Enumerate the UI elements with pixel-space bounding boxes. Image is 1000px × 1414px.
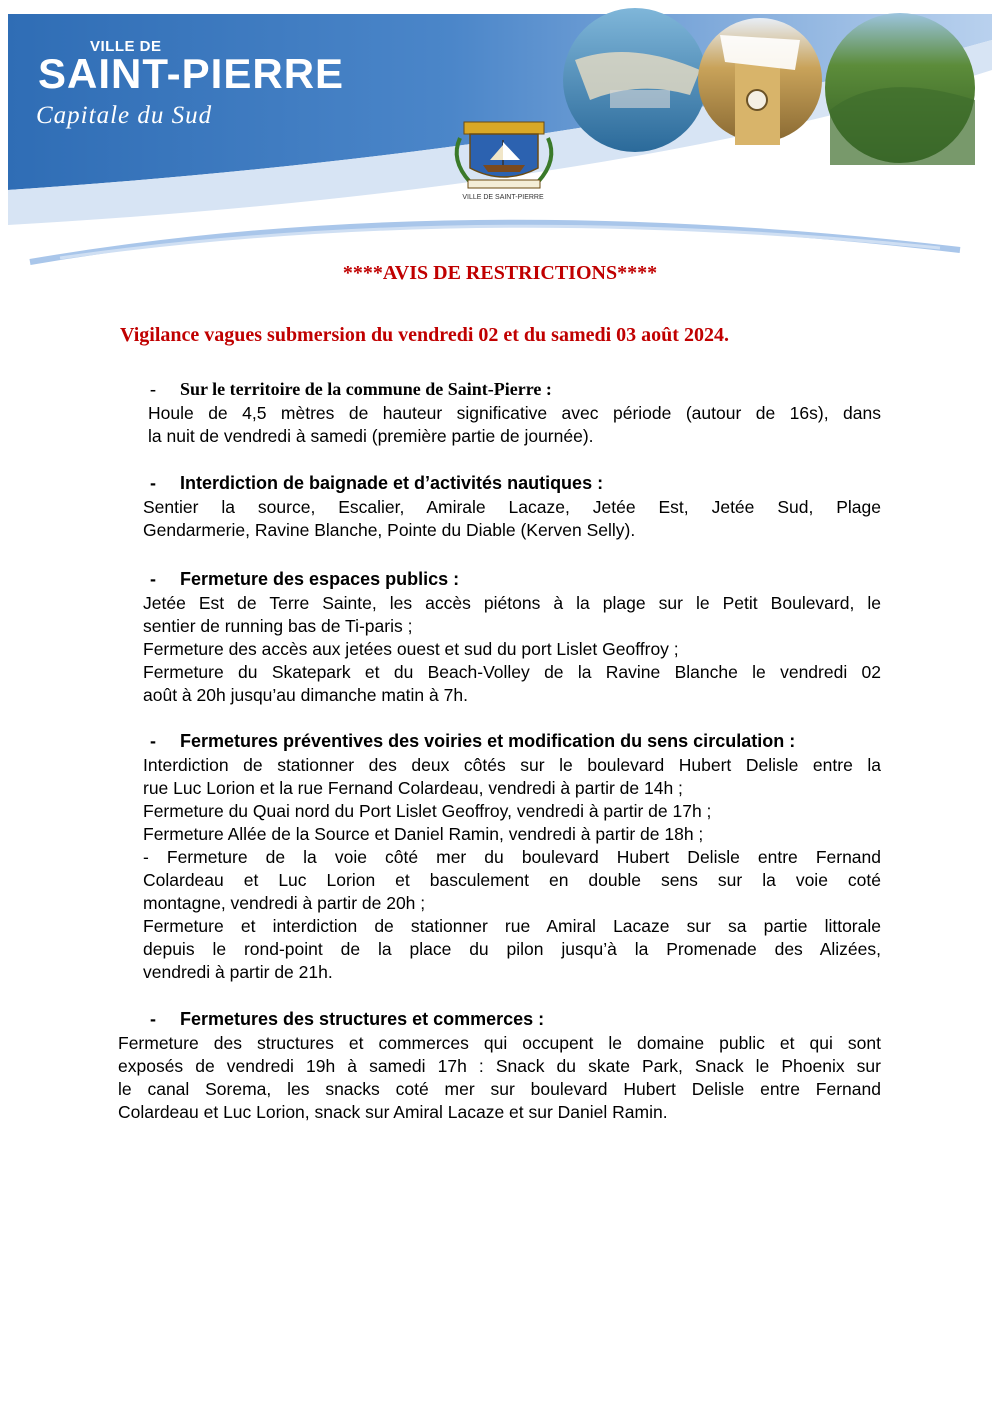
section-heading-territoire: - Sur le territoire de la commune de Saint-Pierre : [150, 379, 552, 399]
section-heading-baignade: - Interdiction de baignade et d’activités nautiques : [150, 473, 604, 493]
section-text-espaces-publics: Jetée Est de Terre Sainte, les accès piétons à la plage sur le Petit Boulevard, le sentier de running bas de Ti-paris ; Fermeture des accès aux jetées ouest et sud du port Lislet Geoffroy ; Fermeture du Skatepark et du Beach-Volley de la Ravine Blanche le vendredi 02 août à 20h jusqu’au dimanche matin à 7h. [143, 593, 881, 705]
section-text-structures: Fermeture des structures et commerces qui occupent le domaine public et qui sont exposés de vendredi 19h à samedi 17h : Snack du skate Park, Snack le Phoenix sur le canal Sorema, les snacks coté mer sur boulevard Hubert Delisle entre Fernand Colardeau et Luc Lorion, snack sur Amiral Lacaze et sur Daniel Ramin. [118, 1033, 881, 1122]
section-text-baignade: Sentier la source, Escalier, Amirale Lacaze, Jetée Est, Jetée Sud, Plage Gendarmerie, Ravine Blanche, Pointe du Diable (Kerven Selly). [143, 497, 881, 540]
section-heading-structures: - Fermetures des structures et commerces : [150, 1009, 545, 1029]
section-text-territoire: Houle de 4,5 mètres de hauteur significative avec période (autour de 16s), dans la nuit de vendredi à samedi (première partie de journée). [148, 403, 881, 446]
section-heading-espaces-publics: - Fermeture des espaces publics : [150, 569, 460, 589]
section-heading-voiries: - Fermetures préventives des voiries et modification du sens circulation : [150, 731, 796, 751]
brand-tagline: Capitale du Sud [36, 102, 213, 129]
header-banner [0, 0, 1000, 270]
notice-title: ****AVIS DE RESTRICTIONS**** [342, 262, 658, 284]
crest-caption: VILLE DE SAINT-PIERRE [462, 194, 544, 201]
notice-subtitle: Vigilance vagues submersion du vendredi 02 et du samedi 03 août 2024. [120, 324, 729, 346]
brand-small-text: VILLE DE [90, 38, 162, 55]
section-text-voiries: Interdiction de stationner des deux côtés sur le boulevard Hubert Delisle entre la rue Luc Lorion et la rue Fernand Colardeau, vendredi à partir de 14h ; Fermeture du Quai nord du Port Lislet Geoffroy, vendredi à partir de 17h ; Fermeture Allée de la Source et Daniel Ramin, vendredi à partir de 18h ; - Fermeture de la voie côté mer du boulevard Hubert Delisle entre Fernand Colardeau et Luc Lorion et basculement en double sens sur la voie coté montagne, vendredi à partir de 20h ; Fermeture et interdiction de stationner rue Amiral Lacaze sur sa partie littorale depuis le rond-point de la place du pilon jusqu’à la Promenade des Alizées, vendredi à partir de 21h. [143, 755, 881, 982]
brand-logo-text: SAINT-PIERRE [38, 50, 345, 97]
